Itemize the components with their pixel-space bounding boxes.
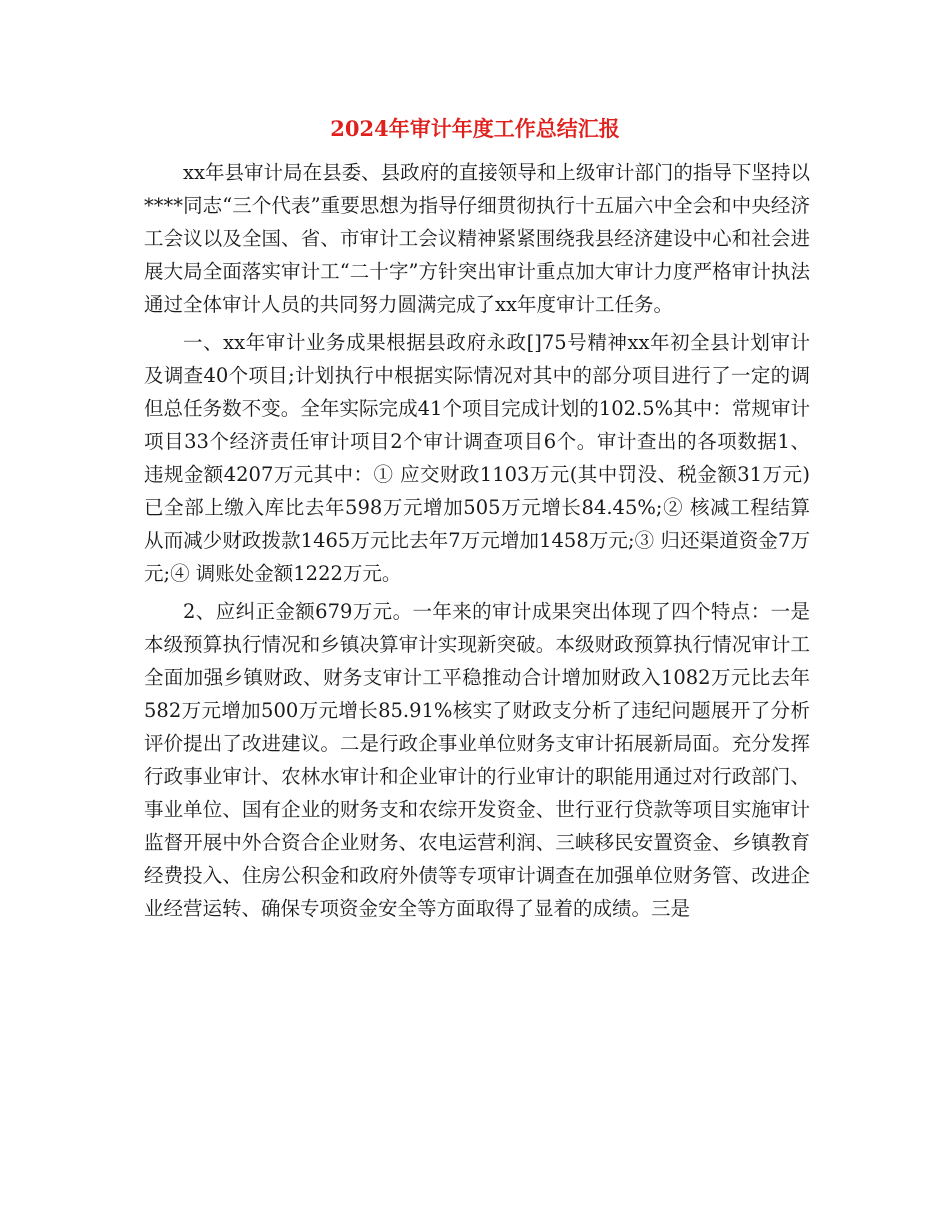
- document-title: 2024年审计年度工作总结汇报: [330, 116, 620, 141]
- paragraph-audit-results: 一、xx年审计业务成果根据县政府永政[]75号精神xx年初全县计划审计及调查40个项目;计划执行中根据实际情况对其中的部分项目进行了一定的调但总任务数不变。全年实际完成41个项目完成计划的102.5%其中：常规审计项目33个经济责任审计项目2个审计调查项目6个。审计查出的各项数据1、违规金额4207万元其中：① 应交财政1103万元(其中罚没、税金额31万元)已全部上缴入库比去年598万元增加505万元增长84.45%;② 核减工程结算从而减少财政拨款1465万元比去年7万元增加1458万元;③ 归还渠道资金7万元;④ 调账处金额1222万元。: [144, 331, 810, 585]
- document-body: [144, 156, 810, 930]
- paragraph-corrections: 2、应纠正金额679万元。一年来的审计成果突出体现了四个特点：一是本级预算执行情况和乡镇决算审计实现新突破。本级财政预算执行情况审计工全面加强乡镇财政、财务支审计工平稳推动合计增加财政入1082万元比去年582万元增加500万元增长85.91%核实了财政支分析了违纪问题展开了分析评价提出了改进建议。二是行政企事业单位财务支审计拓展新局面。充分发挥行政事业审计、农林水审计和企业审计的行业审计的职能用通过对行政部门、事业单位、国有企业的财务支和农综开发资金、世行亚行贷款等项目实施审计监督开展中外合资合企业财务、农电运营利润、三峡移民安置资金、乡镇教育经费投入、住房公积金和政府外债等专项审计调查在加强单位财务管、改进企业经营运转、确保专项资金安全等方面取得了显着的成绩。三是: [144, 600, 810, 920]
- paragraph-intro: xx年县审计局在县委、县政府的直接领导和上级审计部门的指导下坚持以****同志“三个代表”重要思想为指导仔细贯彻执行十五届六中全会和中央经济工会议以及全国、省、市审计工会议精神紧紧围绕我县经济建设中心和社会进展大局全面落实审计工“二十字”方针突出审计重点加大审计力度严格审计执法通过全体审计人员的共同努力圆满完成了xx年度审计工任务。: [144, 161, 810, 316]
